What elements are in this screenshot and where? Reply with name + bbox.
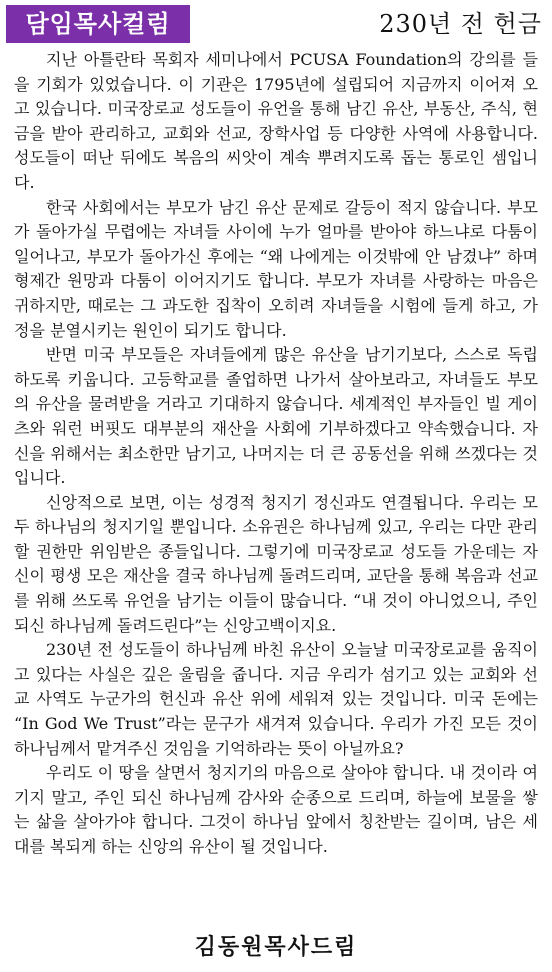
paragraph: 230년 전 성도들이 하나님께 바친 유산이 오늘날 미국장로교를 움직이고 있다는 사실은 깊은 울림을 줍니다. 지금 우리가 섬기고 있는 교회와 선교 사역도 누군가의 헌신과 유산 위에 세워져 있는 것입니다. 미국 돈에는 “In God We Trust”라는 문구가 새겨져 있습니다. 우리가 가진 모든 것이 하나님께서 맡겨주신 것임을 기억하라는 뜻이 아닐까요?: [14, 640, 538, 758]
paragraph: 지난 아틀란타 목회자 세미나에서 PCUSA Foundation의 강의를 들을 기회가 있었습니다. 이 기관은 1795년에 설립되어 지금까지 이어져 오고 있습니다. 미국장로교 성도들이 유언을 통해 남긴 유산, 부동산, 주식, 현금을 받아 관리하고, 교회와 선교, 장학사업 등 다양한 사역에 사용합니다. 성도들이 떠난 뒤에도 복음의 씨앗이 계속 뿌려지도록 돕는 통로인 셈입니다.: [14, 50, 538, 192]
paragraph: 신앙적으로 보면, 이는 성경적 청지기 정신과도 연결됩니다. 우리는 모두 하나님의 청지기일 뿐입니다. 소유권은 하나님께 있고, 우리는 다만 관리할 권한만 위임받은 종들입니다. 그렇기에 미국장로교 성도들 가운데는 자신이 평생 모은 재산을 결국 하나님께 돌려드리며, 교단을 통해 복음과 선교를 위해 쓰도록 유언을 남기는 이들이 많습니다. “내 것이 아니었으니, 주인 되신 하나님께 돌려드린다”는 신앙고백이지요.: [14, 492, 538, 635]
column-title: 230년 전 헌금: [379, 10, 542, 38]
column-body: [14, 48, 538, 860]
column-header: [0, 0, 552, 46]
paragraph: 한국 사회에서는 부모가 남긴 유산 문제로 갈등이 적지 않습니다. 부모가 돌아가실 무렵에는 자녀들 사이에 누가 얼마를 받아야 하느냐로 다툼이 일어나고, 부모가 돌아가신 후에는 “왜 나에게는 이것밖에 안 남겼냐” 하며 형제간 원망과 다툼이 이어지기도 합니다. 부모가 자녀를 사랑하는 마음은 귀하지만, 때로는 그 과도한 집착이 오히려 자녀들을 시험에 들게 하고, 가정을 분열시키는 원인이 되기도 합니다.: [14, 197, 538, 340]
author-signature: 김동원목사드림: [194, 935, 358, 960]
paragraph: 반면 미국 부모들은 자녀들에게 많은 유산을 남기기보다, 스스로 독립하도록 키웁니다. 고등학교를 졸업하면 나가서 살아보라고, 자녀들도 부모의 유산을 물려받을 거라고 기대하지 않습니다. 세계적인 부자들인 빌 게이츠와 워런 버핏도 대부분의 재산을 사회에 기부하겠다고 약속했습니다. 자신을 위해서는 최소한만 남기고, 나머지는 더 큰 공동선을 위해 쓰겠다는 것입니다.: [14, 345, 538, 488]
paragraph: 우리도 이 땅을 살면서 청지기의 마음으로 살아야 합니다. 내 것이라 여기지 말고, 주인 되신 하나님께 감사와 순종으로 드리며, 하늘에 보물을 쌓는 삶을 살아가야 합니다. 그것이 하나님 앞에서 칭찬받는 길이며, 남은 세대를 복되게 하는 신앙의 유산이 될 것입니다.: [14, 763, 538, 856]
column-label-badge: 담임목사컬럼: [6, 5, 190, 43]
